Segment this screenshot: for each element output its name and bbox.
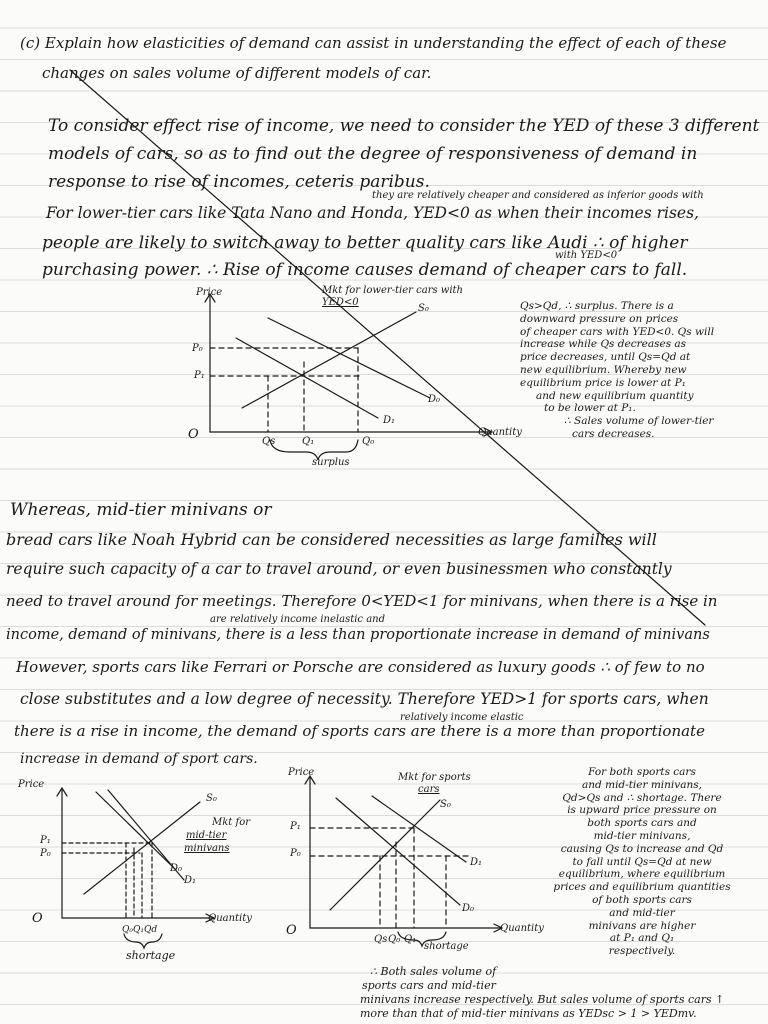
note1-line: Qs>Qd, ∴ surplus. There is a: [520, 300, 674, 312]
para4-line-1: However, sports cars like Ferrari or Porsche are considered as luxury goods ∴ of few to no: [16, 658, 705, 676]
graph3-origin: O: [286, 923, 297, 938]
para1-line-1: To consider effect rise of income, we need to consider the YED of these 3 different: [48, 116, 760, 136]
note2-line: respectively.: [608, 945, 676, 958]
note1-line: of cheaper cars with YED<0. Qs will: [520, 325, 715, 338]
graph1-q0: Q₀: [362, 436, 375, 447]
graph2-p1: P₁: [40, 835, 51, 846]
graph2-d0: D₀: [170, 863, 183, 874]
graph3-bracket-label: shortage: [424, 941, 469, 952]
conclusion-line-2: sports cars and mid-tier: [362, 979, 496, 992]
conclusion-line-4: more than that of mid-tier minivans as YEDsc > 1 > YEDmv.: [360, 1007, 697, 1020]
note1-line: to be lower at P₁.: [544, 402, 636, 415]
question-line-2: changes on sales volume of different models of car.: [42, 64, 432, 82]
graph2-x-axis-label: Quantity: [208, 913, 252, 924]
graph1-d1: D₁: [383, 415, 396, 426]
graph1-q1: Q₁: [302, 436, 315, 447]
note2-line: For both sports cars: [588, 766, 696, 778]
graph1-d0: D₀: [428, 394, 441, 405]
para3-line-3: require such capacity of a car to travel around, or even businessmen who constantly: [6, 560, 672, 578]
graph3-y-axis-label: Price: [288, 767, 315, 778]
para2-line-1: For lower-tier cars like Tata Nano and Honda, YED<0 as when their incomes rises,: [46, 204, 699, 222]
note1-line: and new equilibrium quantity: [536, 389, 694, 402]
note1-line: increase while Qs decreases as: [520, 338, 687, 351]
graph3-title-2: cars: [418, 784, 440, 795]
note2-line: at P₁ and Q₁: [609, 932, 675, 945]
note2-line: and mid-tier minivans,: [582, 778, 702, 791]
graph1-qs: Qs: [262, 436, 276, 447]
graph3-qs: Qs: [374, 934, 388, 945]
graph1-p0: P₀: [192, 343, 203, 354]
note2-line: is upward price pressure on: [567, 804, 717, 817]
question-line-1: (c) Explain how elasticities of demand can assist in understanding the effect of each of these: [20, 34, 727, 52]
para4-insert: relatively income elastic: [400, 712, 524, 723]
graph2-q-labels: Q₀Q₁Qd: [122, 925, 158, 935]
graph1-y-axis-label: Price: [196, 287, 223, 298]
para2-insert-2: with YED<0: [555, 250, 618, 261]
graph3-q1: Q₁: [404, 934, 417, 945]
graph1-title-2: YED<0: [322, 297, 359, 308]
note1-line: downward pressure on prices: [520, 312, 679, 325]
para4-line-4: increase in demand of sport cars.: [20, 751, 258, 767]
graph2-title-3: minivans: [184, 843, 230, 854]
graph1-title-1: Mkt for lower-tier cars with: [322, 285, 463, 296]
para2-line-2: people are likely to switch away to better quality cars like Audi ∴ of higher: [42, 233, 688, 253]
graph3-d1: D₁: [470, 857, 483, 868]
graph2-origin: O: [32, 911, 43, 926]
conclusion-line-1: ∴ Both sales volume of: [370, 965, 497, 978]
note2-line: equilibrium, where equilibrium: [558, 868, 726, 881]
note2-line: mid-tier minivans,: [593, 829, 691, 842]
note2-line: to fall until Qs=Qd at new: [572, 855, 712, 868]
graph1-x-axis-label: Quantity: [478, 427, 522, 438]
graph1-bracket-label: surplus: [312, 457, 350, 468]
note1-line: equilibrium price is lower at P₁: [520, 376, 686, 389]
graph1-s0: S₀: [418, 303, 429, 314]
note2-line: Qd>Qs and ∴ shortage. There: [562, 791, 722, 804]
note1-line: cars decreases.: [572, 427, 655, 440]
para3-line-4: need to travel around for meetings. Therefore 0<YED<1 for minivans, when there is a rise in: [6, 592, 718, 610]
para2-line-3: purchasing power. ∴ Rise of income causes demand of cheaper cars to fall.: [42, 260, 688, 280]
note2-line: and mid-tier: [609, 906, 675, 919]
graph2-p0: P₀: [40, 848, 51, 859]
graph3-p1: P₁: [290, 821, 301, 832]
graph3-x-axis-label: Quantity: [500, 923, 544, 934]
para1-line-2: models of cars, so as to find out the degree of responsiveness of demand in: [48, 144, 698, 164]
graph3-s0: S₀: [440, 799, 451, 810]
graph2-y-axis-label: Price: [18, 779, 45, 790]
para2-insert: they are relatively cheaper and considered as inferior goods with: [372, 190, 704, 201]
graph2-title-1: Mkt for: [212, 817, 250, 828]
graph3-title-1: Mkt for sports: [398, 772, 471, 783]
note2-line: of both sports cars: [592, 893, 692, 906]
note2: [542, 766, 742, 958]
note1-line: new equilibrium. Whereby new: [520, 363, 687, 376]
para4-line-2: close substitutes and a low degree of necessity. Therefore YED>1 for sports cars, when: [20, 690, 709, 708]
graph3-q0: Q₀: [388, 934, 401, 945]
graph2-d1: D₁: [184, 875, 197, 886]
note1-line: ∴ Sales volume of lower-tier: [564, 415, 714, 428]
para3-insert: are relatively income inelastic and: [210, 614, 385, 625]
note2-line: causing Qs to increase and Qd: [560, 842, 724, 855]
note2-line: both sports cars and: [587, 817, 697, 830]
para1-line-3: response to rise of incomes, ceteris paribus.: [48, 172, 430, 192]
note2-line: minivans are higher: [588, 919, 696, 932]
graph1-origin: O: [188, 427, 199, 442]
graph2-title-2: mid-tier: [186, 830, 227, 841]
graph1-p1: P₁: [194, 370, 205, 381]
para3-line-5: income, demand of minivans, there is a less than proportionate increase in demand of minivans: [6, 627, 710, 643]
note2-line: prices and equilibrium quantities: [553, 881, 731, 894]
para3-line-1: Whereas, mid-tier minivans or: [10, 500, 272, 520]
para4-line-3: there is a rise in income, the demand of sports cars are there is a more than proportionate: [14, 722, 705, 740]
note1-line: price decreases, until Qs=Qd at: [520, 351, 691, 364]
graph3-p0: P₀: [290, 848, 301, 859]
graph2-bracket-label: shortage: [126, 949, 176, 962]
graph2-s0: S₀: [206, 793, 217, 804]
graph3-d0: D₀: [462, 903, 475, 914]
para3-line-2: bread cars like Noah Hybrid can be considered necessities as large families will: [6, 530, 657, 549]
conclusion-line-3: minivans increase respectively. But sales volume of sports cars ↑: [360, 993, 725, 1006]
